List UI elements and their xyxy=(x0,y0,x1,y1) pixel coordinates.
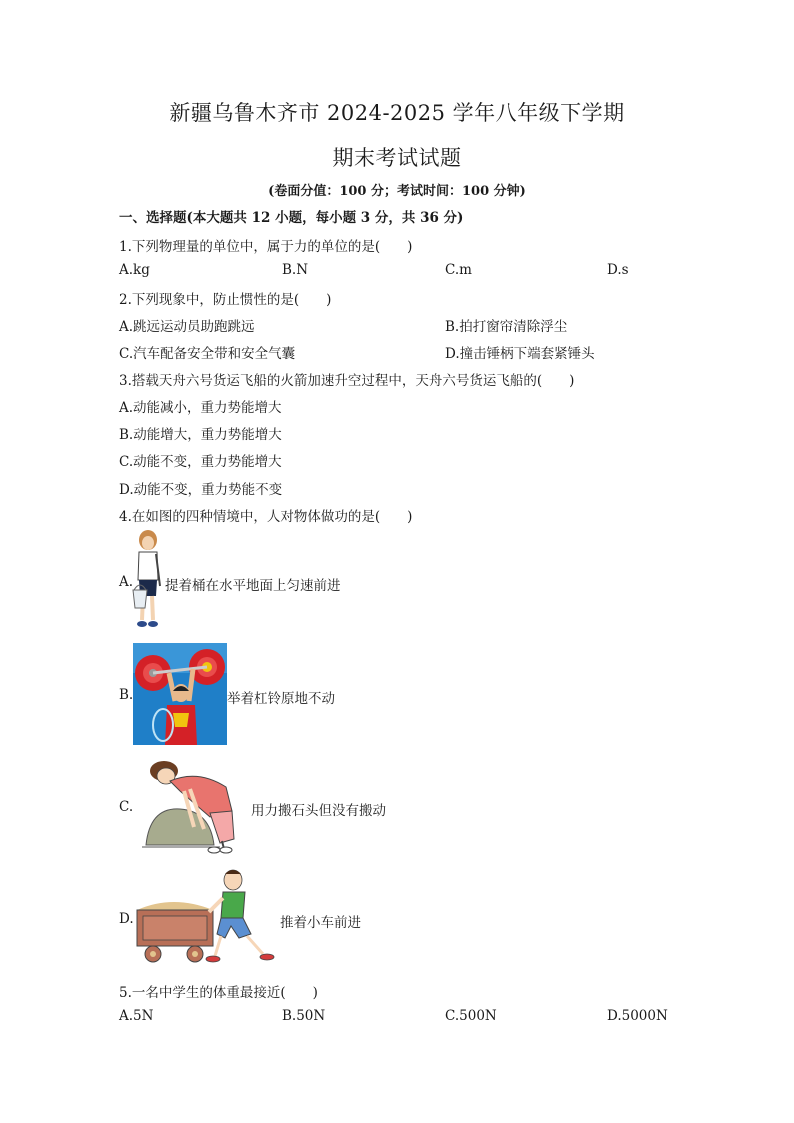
q4-option-a-text: 提着桶在水平地面上匀速前进 xyxy=(165,578,341,594)
question-3-stem: 3.搭载天舟六号货运飞船的火箭加速升空过程中，天舟六号货运飞船的( ) xyxy=(119,373,575,389)
q4-option-c-text: 用力搬石头但没有搬动 xyxy=(251,803,386,819)
person-lifting-stone-illustration xyxy=(140,757,244,854)
q2-option-d: D.撞击锤柄下端套紧锤头 xyxy=(445,346,595,362)
score-info: (卷面分值：100 分；考试时间：100 分钟) xyxy=(268,184,526,199)
q5-option-d: D.5000N xyxy=(607,1008,668,1024)
q3-option-a: A.动能减小，重力势能增大 xyxy=(119,400,282,416)
boy-pushing-cart-illustration xyxy=(133,866,281,966)
question-5-stem: 5.一名中学生的体重最接近( ) xyxy=(119,985,318,1001)
q1-option-c: C.m xyxy=(445,262,472,278)
q5-option-c: C.500N xyxy=(445,1008,497,1024)
q5-option-a: A.5N xyxy=(119,1008,154,1024)
q1-option-a: A.kg xyxy=(119,262,150,278)
q4-option-b-letter: B. xyxy=(119,687,134,703)
q5-option-b: B.50N xyxy=(282,1008,326,1024)
q4-option-c-letter: C. xyxy=(119,799,134,815)
q4-option-d-letter: D. xyxy=(119,911,134,927)
q2-option-a: A.跳远运动员助跑跳远 xyxy=(119,319,255,335)
question-4-stem: 4.在如图的四种情境中，人对物体做功的是( ) xyxy=(119,509,413,525)
q3-option-d: D.动能不变，重力势能不变 xyxy=(119,482,283,498)
q3-option-c: C.动能不变，重力势能增大 xyxy=(119,454,282,470)
q1-option-d: D.s xyxy=(607,262,629,278)
exam-title-line2: 期末考试试题 xyxy=(332,146,462,170)
q3-option-b: B.动能增大，重力势能增大 xyxy=(119,427,282,443)
person-carrying-bucket-illustration xyxy=(130,528,166,634)
section-heading: 一、选择题(本大题共 12 小题，每小题 3 分，共 36 分) xyxy=(119,210,464,226)
q4-option-d-text: 推着小车前进 xyxy=(280,915,361,931)
q2-option-c: C.汽车配备安全带和安全气囊 xyxy=(119,346,296,362)
question-1-stem: 1.下列物理量的单位中，属于力的单位的是( ) xyxy=(119,239,413,255)
exam-title-line1: 新疆乌鲁木齐市 2024-2025 学年八年级下学期 xyxy=(169,101,625,125)
weightlifter-photo xyxy=(133,643,227,745)
q1-option-b: B.N xyxy=(282,262,309,278)
q4-option-b-text: 举着杠铃原地不动 xyxy=(227,691,335,707)
q2-option-b: B.拍打窗帘清除浮尘 xyxy=(445,319,568,335)
q4-option-a-letter: A. xyxy=(119,574,134,590)
question-2-stem: 2.下列现象中，防止惯性的是( ) xyxy=(119,292,332,308)
